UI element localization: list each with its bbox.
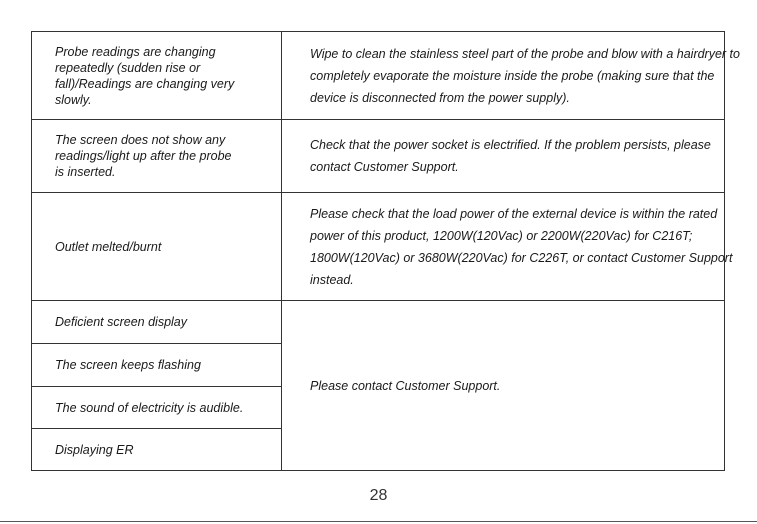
problem-text: The screen keeps flashing <box>55 358 201 372</box>
table-row <box>32 301 725 344</box>
troubleshooting-table <box>31 31 740 471</box>
problem-text: Outlet melted/burnt <box>55 239 162 254</box>
solution-text: Check that the power socket is electrified. If the problem persists, please contact Customer Support. <box>310 138 711 174</box>
problem-text: The sound of electricity is audible. <box>55 400 244 415</box>
problem-cell <box>32 32 282 120</box>
problem-text: The screen does not show any readings/light up after the probe is inserted. <box>55 133 232 179</box>
table-row <box>32 32 725 120</box>
problem-text: Deficient screen display <box>55 315 188 329</box>
problem-cell <box>32 387 282 429</box>
problem-text: Probe readings are changing repeatedly (sudden rise or fall)/Readings are changing very slowly. <box>55 44 235 107</box>
problem-cell <box>32 193 282 301</box>
bottom-rule <box>0 521 757 522</box>
solution-text: Please check that the load power of the external device is within the rated power of this product, 1200W(120Vac) or 2200W(220Vac) for C216T; 1800W(120Vac) or 3680W(220Vac) for C226T, or contact Customer Support instead. <box>310 206 733 287</box>
problem-cell <box>32 301 282 344</box>
problem-text: Displaying ER <box>55 442 134 457</box>
problem-cell <box>32 120 282 193</box>
problem-cell <box>32 429 282 471</box>
solution-text: Wipe to clean the stainless steel part of the probe and blow with a hairdryer to completely evaporate the moisture inside the probe (making sure that the device is disconnected from the power supply). <box>310 46 740 105</box>
solution-cell <box>282 32 740 120</box>
solution-text: Please contact Customer Support. <box>310 378 501 393</box>
problem-cell <box>32 344 282 387</box>
table-row <box>32 120 725 193</box>
page-number: 28 <box>369 487 388 504</box>
solution-cell <box>282 193 733 301</box>
solution-cell <box>282 120 725 193</box>
solution-cell <box>282 301 725 471</box>
table-row <box>32 193 725 301</box>
